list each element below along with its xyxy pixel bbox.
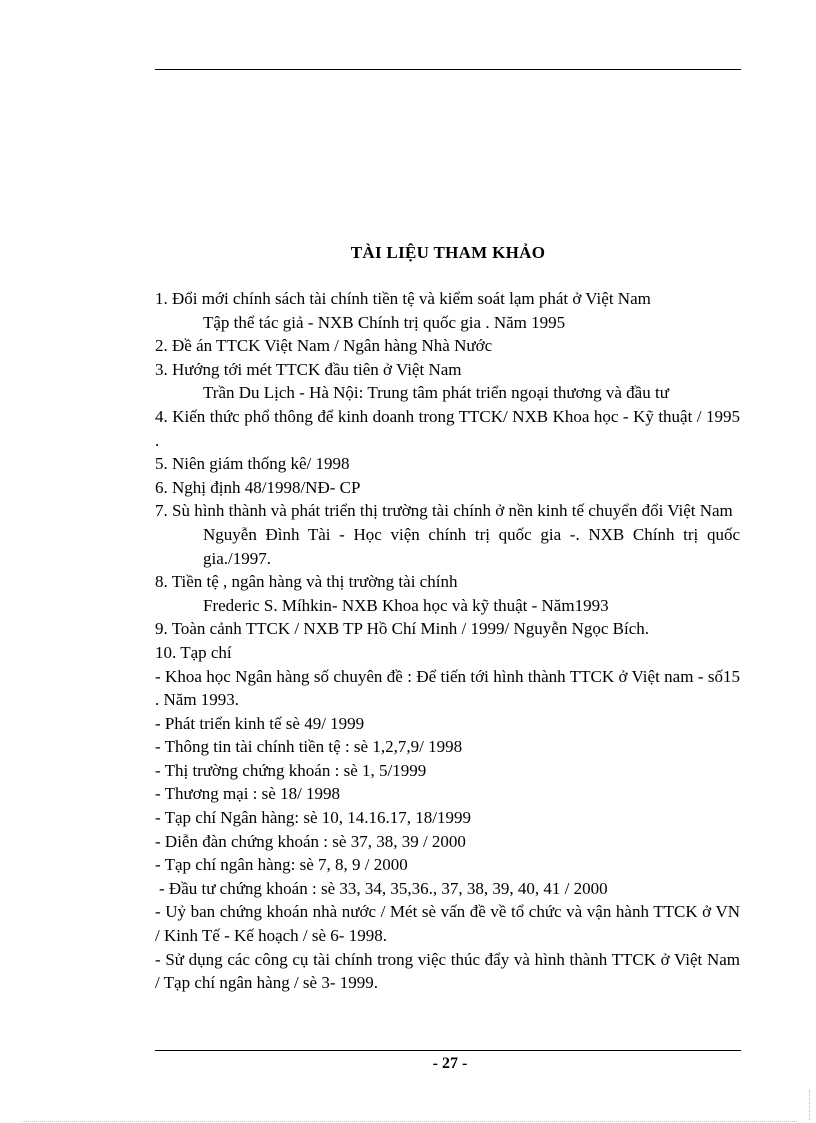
reference-item: 2. Đề án TTCK Việt Nam / Ngân hàng Nhà Nước	[155, 336, 493, 356]
reference-item: 8. Tiền tệ , ngân hàng và thị trường tài chính	[155, 572, 458, 592]
reference-detail: Frederic S. Míhkin- NXB Khoa học và kỹ thuật - Năm1993	[203, 595, 609, 615]
journal-item: - Tạp chí ngân hàng: sè 7, 8, 9 / 2000	[155, 855, 408, 875]
journal-item: - Đầu tư chứng khoán : sè 33, 34, 35,36., 37, 38, 39, 40, 41 / 2000	[159, 878, 608, 898]
reference-item: 10. Tạp chí	[155, 642, 232, 662]
page-title: TÀI LIỆU THAM KHẢO	[350, 243, 546, 262]
reference-list	[155, 287, 740, 995]
reference-item: 4. Kiến thức phổ thông để kinh doanh trong TTCK/ NXB Khoa học - Kỹ thuật / 1995 .	[155, 406, 740, 450]
page-edge-divider	[22, 1121, 797, 1122]
reference-item: 7. Sù hình thành và phát triển thị trường tài chính ở nền kinh tế chuyển đổi Việt Nam	[155, 501, 733, 521]
reference-detail: Trần Du Lịch - Hà Nội: Trung tâm phát triển ngoại thương và đầu tư	[203, 383, 669, 403]
journal-item: - Diễn đàn chứng khoán : sè 37, 38, 39 / 2000	[155, 831, 466, 851]
page-edge-marker	[809, 1090, 810, 1120]
reference-detail: Nguyễn Đình Tài - Học viện chính trị quốc gia -. NXB Chính trị quốc gia./1997.	[203, 524, 740, 568]
footer-rule	[155, 1050, 741, 1051]
reference-item: 3. Hướng tới mét TTCK đầu tiên ở Việt Nam	[155, 359, 462, 379]
reference-item: 9. Toàn cảnh TTCK / NXB TP Hồ Chí Minh / 1999/ Nguyễn Ngọc Bích.	[155, 619, 649, 639]
journal-item: - Thông tin tài chính tiền tệ : sè 1,2,7,9/ 1998	[155, 737, 463, 757]
journal-item: - Sử dụng các công cụ tài chính trong việc thúc đẩy và hình thành TTCK ở Việt Nam / Tạp chí ngân hàng / sè 3- 1999.	[155, 949, 740, 993]
header-rule	[155, 69, 741, 70]
page-number: - 27 -	[432, 1055, 468, 1072]
reference-detail: Tập thể tác giả - NXB Chính trị quốc gia . Năm 1995	[203, 312, 566, 332]
reference-item: 6. Nghị định 48/1998/NĐ- CP	[155, 477, 361, 497]
journal-item: - Khoa học Ngân hàng số chuyên đề : Để tiến tới hình thành TTCK ở Việt nam - số15 . Năm 1993.	[155, 666, 740, 710]
journal-item: - Thị trường chứng khoán : sè 1, 5/1999	[155, 760, 427, 780]
journal-item: - Thương mại : sè 18/ 1998	[155, 784, 341, 804]
journal-item: - Tạp chí Ngân hàng: sè 10, 14.16.17, 18/1999	[155, 808, 472, 828]
reference-item: 5. Niên giám thống kê/ 1998	[155, 454, 350, 474]
reference-item: 1. Đổi mới chính sách tài chính tiền tệ và kiểm soát lạm phát ở Việt Nam	[155, 289, 651, 308]
journal-item: - Uỷ ban chứng khoán nhà nước / Mét sè vấn đề về tổ chức và vận hành TTCK ở VN / Kinh Tế - Kế hoạch / sè 6- 1998.	[155, 902, 740, 946]
journal-item: - Phát triển kinh tế sè 49/ 1999	[155, 713, 365, 733]
